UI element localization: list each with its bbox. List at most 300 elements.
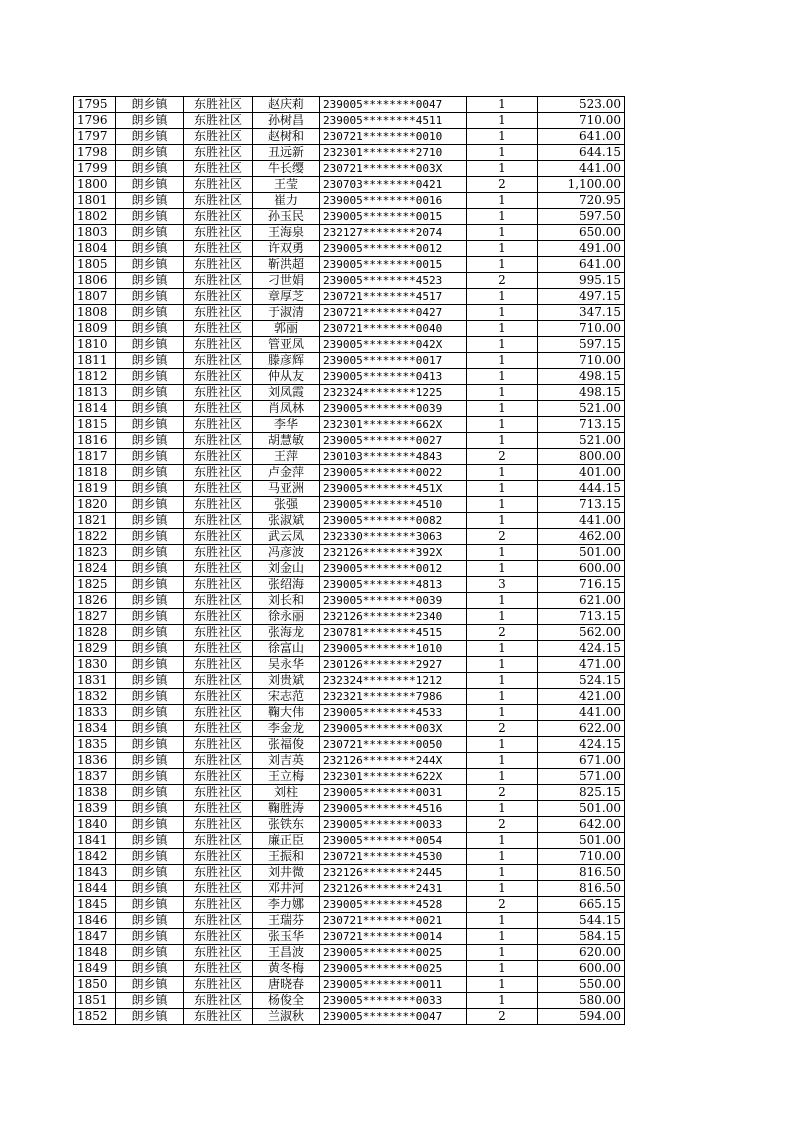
table-row xyxy=(74,849,625,865)
table-row xyxy=(74,881,625,897)
table-row xyxy=(74,593,625,609)
town-cell: 朗乡镇 xyxy=(116,593,184,609)
name-cell: 王昌波 xyxy=(253,945,320,961)
table-row xyxy=(74,785,625,801)
community-cell: 东胜社区 xyxy=(184,977,253,993)
town-cell: 朗乡镇 xyxy=(116,337,184,353)
town-cell: 朗乡镇 xyxy=(116,225,184,241)
community-cell: 东胜社区 xyxy=(184,481,253,497)
table-row xyxy=(74,129,625,145)
id-number-cell: 230781********4515 xyxy=(320,625,467,641)
row-number: 1795 xyxy=(74,97,116,113)
row-number: 1827 xyxy=(74,609,116,625)
name-cell: 王萍 xyxy=(253,449,320,465)
community-cell: 东胜社区 xyxy=(184,337,253,353)
name-cell: 武云凤 xyxy=(253,529,320,545)
id-number-cell: 239005********0022 xyxy=(320,465,467,481)
household-count-cell: 1 xyxy=(467,465,538,481)
town-cell: 朗乡镇 xyxy=(116,737,184,753)
town-cell: 朗乡镇 xyxy=(116,721,184,737)
name-cell: 杨俊全 xyxy=(253,993,320,1009)
table-row xyxy=(74,801,625,817)
row-number: 1801 xyxy=(74,193,116,209)
id-number-cell: 232126********2340 xyxy=(320,609,467,625)
amount-cell: 710.00 xyxy=(538,353,625,369)
household-count-cell: 1 xyxy=(467,257,538,273)
household-count-cell: 1 xyxy=(467,497,538,513)
town-cell: 朗乡镇 xyxy=(116,1009,184,1025)
amount-cell: 471.00 xyxy=(538,657,625,673)
town-cell: 朗乡镇 xyxy=(116,385,184,401)
household-count-cell: 2 xyxy=(467,785,538,801)
amount-cell: 550.00 xyxy=(538,977,625,993)
town-cell: 朗乡镇 xyxy=(116,161,184,177)
row-number: 1826 xyxy=(74,593,116,609)
amount-cell: 800.00 xyxy=(538,449,625,465)
amount-cell: 524.15 xyxy=(538,673,625,689)
amount-cell: 523.00 xyxy=(538,97,625,113)
table-row xyxy=(74,833,625,849)
row-number: 1823 xyxy=(74,545,116,561)
household-count-cell: 1 xyxy=(467,657,538,673)
community-cell: 东胜社区 xyxy=(184,593,253,609)
name-cell: 刁世娟 xyxy=(253,273,320,289)
id-number-cell: 239005********0012 xyxy=(320,561,467,577)
name-cell: 牛长缨 xyxy=(253,161,320,177)
table-row xyxy=(74,913,625,929)
amount-cell: 816.50 xyxy=(538,865,625,881)
community-cell: 东胜社区 xyxy=(184,401,253,417)
community-cell: 东胜社区 xyxy=(184,161,253,177)
community-cell: 东胜社区 xyxy=(184,753,253,769)
amount-cell: 401.00 xyxy=(538,465,625,481)
id-number-cell: 239005********4813 xyxy=(320,577,467,593)
household-count-cell: 1 xyxy=(467,961,538,977)
name-cell: 胡慧敏 xyxy=(253,433,320,449)
id-number-cell: 239005********0033 xyxy=(320,993,467,1009)
id-number-cell: 232126********2445 xyxy=(320,865,467,881)
household-count-cell: 1 xyxy=(467,849,538,865)
amount-cell: 995.15 xyxy=(538,273,625,289)
id-number-cell: 239005********0016 xyxy=(320,193,467,209)
community-cell: 东胜社区 xyxy=(184,305,253,321)
community-cell: 东胜社区 xyxy=(184,177,253,193)
name-cell: 滕彦辉 xyxy=(253,353,320,369)
household-count-cell: 1 xyxy=(467,913,538,929)
name-cell: 王立梅 xyxy=(253,769,320,785)
community-cell: 东胜社区 xyxy=(184,625,253,641)
table-row xyxy=(74,945,625,961)
id-number-cell: 232301********2710 xyxy=(320,145,467,161)
amount-cell: 710.00 xyxy=(538,113,625,129)
name-cell: 于淑清 xyxy=(253,305,320,321)
town-cell: 朗乡镇 xyxy=(116,817,184,833)
id-number-cell: 232324********1225 xyxy=(320,385,467,401)
id-number-cell: 239005********0015 xyxy=(320,209,467,225)
household-count-cell: 1 xyxy=(467,513,538,529)
table-row xyxy=(74,545,625,561)
household-count-cell: 1 xyxy=(467,737,538,753)
row-number: 1812 xyxy=(74,369,116,385)
id-number-cell: 239005********0015 xyxy=(320,257,467,273)
row-number: 1814 xyxy=(74,401,116,417)
household-count-cell: 2 xyxy=(467,449,538,465)
row-number: 1819 xyxy=(74,481,116,497)
household-count-cell: 1 xyxy=(467,865,538,881)
amount-cell: 544.15 xyxy=(538,913,625,929)
name-cell: 张铁东 xyxy=(253,817,320,833)
amount-cell: 521.00 xyxy=(538,401,625,417)
row-number: 1851 xyxy=(74,993,116,1009)
table-row xyxy=(74,257,625,273)
community-cell: 东胜社区 xyxy=(184,289,253,305)
table-row xyxy=(74,145,625,161)
table-row xyxy=(74,401,625,417)
community-cell: 东胜社区 xyxy=(184,641,253,657)
row-number: 1838 xyxy=(74,785,116,801)
community-cell: 东胜社区 xyxy=(184,241,253,257)
town-cell: 朗乡镇 xyxy=(116,433,184,449)
amount-cell: 713.15 xyxy=(538,417,625,433)
town-cell: 朗乡镇 xyxy=(116,849,184,865)
amount-cell: 720.95 xyxy=(538,193,625,209)
town-cell: 朗乡镇 xyxy=(116,673,184,689)
id-number-cell: 239005********0047 xyxy=(320,97,467,113)
household-count-cell: 1 xyxy=(467,609,538,625)
name-cell: 刘井微 xyxy=(253,865,320,881)
table-row xyxy=(74,561,625,577)
row-number: 1809 xyxy=(74,321,116,337)
table-row xyxy=(74,497,625,513)
table-row xyxy=(74,289,625,305)
amount-cell: 441.00 xyxy=(538,161,625,177)
town-cell: 朗乡镇 xyxy=(116,273,184,289)
community-cell: 东胜社区 xyxy=(184,705,253,721)
town-cell: 朗乡镇 xyxy=(116,305,184,321)
name-cell: 肖凤林 xyxy=(253,401,320,417)
row-number: 1824 xyxy=(74,561,116,577)
row-number: 1837 xyxy=(74,769,116,785)
table-row xyxy=(74,721,625,737)
table-row xyxy=(74,465,625,481)
household-count-cell: 2 xyxy=(467,529,538,545)
id-number-cell: 230103********4843 xyxy=(320,449,467,465)
row-number: 1834 xyxy=(74,721,116,737)
id-number-cell: 239005********4516 xyxy=(320,801,467,817)
row-number: 1831 xyxy=(74,673,116,689)
town-cell: 朗乡镇 xyxy=(116,289,184,305)
name-cell: 章厚芝 xyxy=(253,289,320,305)
table-row xyxy=(74,433,625,449)
row-number: 1816 xyxy=(74,433,116,449)
community-cell: 东胜社区 xyxy=(184,865,253,881)
name-cell: 徐富山 xyxy=(253,641,320,657)
household-count-cell: 2 xyxy=(467,1009,538,1025)
id-number-cell: 230721********0010 xyxy=(320,129,467,145)
id-number-cell: 232126********244X xyxy=(320,753,467,769)
amount-cell: 441.00 xyxy=(538,705,625,721)
id-number-cell: 239005********0025 xyxy=(320,961,467,977)
amount-cell: 825.15 xyxy=(538,785,625,801)
row-number: 1800 xyxy=(74,177,116,193)
town-cell: 朗乡镇 xyxy=(116,897,184,913)
community-cell: 东胜社区 xyxy=(184,737,253,753)
community-cell: 东胜社区 xyxy=(184,465,253,481)
row-number: 1842 xyxy=(74,849,116,865)
id-number-cell: 239005********042X xyxy=(320,337,467,353)
town-cell: 朗乡镇 xyxy=(116,625,184,641)
amount-cell: 501.00 xyxy=(538,545,625,561)
town-cell: 朗乡镇 xyxy=(116,881,184,897)
id-number-cell: 230721********0014 xyxy=(320,929,467,945)
id-number-cell: 232126********2431 xyxy=(320,881,467,897)
community-cell: 东胜社区 xyxy=(184,721,253,737)
id-number-cell: 232301********662X xyxy=(320,417,467,433)
amount-cell: 641.00 xyxy=(538,129,625,145)
name-cell: 管亚凤 xyxy=(253,337,320,353)
name-cell: 吴永华 xyxy=(253,657,320,673)
household-count-cell: 1 xyxy=(467,225,538,241)
community-cell: 东胜社区 xyxy=(184,257,253,273)
household-count-cell: 1 xyxy=(467,401,538,417)
amount-cell: 498.15 xyxy=(538,369,625,385)
table-row xyxy=(74,273,625,289)
town-cell: 朗乡镇 xyxy=(116,689,184,705)
name-cell: 兰淑秋 xyxy=(253,1009,320,1025)
community-cell: 东胜社区 xyxy=(184,913,253,929)
table-row xyxy=(74,417,625,433)
household-count-cell: 1 xyxy=(467,801,538,817)
amount-cell: 421.00 xyxy=(538,689,625,705)
town-cell: 朗乡镇 xyxy=(116,401,184,417)
row-number: 1813 xyxy=(74,385,116,401)
amount-cell: 584.15 xyxy=(538,929,625,945)
town-cell: 朗乡镇 xyxy=(116,833,184,849)
amount-cell: 562.00 xyxy=(538,625,625,641)
name-cell: 唐晓春 xyxy=(253,977,320,993)
name-cell: 赵庆莉 xyxy=(253,97,320,113)
id-number-cell: 239005********4528 xyxy=(320,897,467,913)
name-cell: 马亚洲 xyxy=(253,481,320,497)
table-row xyxy=(74,865,625,881)
name-cell: 刘长和 xyxy=(253,593,320,609)
id-number-cell: 239005********4510 xyxy=(320,497,467,513)
community-cell: 东胜社区 xyxy=(184,945,253,961)
amount-cell: 424.15 xyxy=(538,641,625,657)
community-cell: 东胜社区 xyxy=(184,145,253,161)
town-cell: 朗乡镇 xyxy=(116,241,184,257)
community-cell: 东胜社区 xyxy=(184,193,253,209)
row-number: 1835 xyxy=(74,737,116,753)
table-body xyxy=(74,97,625,1025)
amount-cell: 622.00 xyxy=(538,721,625,737)
community-cell: 东胜社区 xyxy=(184,417,253,433)
town-cell: 朗乡镇 xyxy=(116,369,184,385)
id-number-cell: 239005********0413 xyxy=(320,369,467,385)
community-cell: 东胜社区 xyxy=(184,369,253,385)
name-cell: 鞠胜涛 xyxy=(253,801,320,817)
row-number: 1815 xyxy=(74,417,116,433)
name-cell: 徐永丽 xyxy=(253,609,320,625)
town-cell: 朗乡镇 xyxy=(116,321,184,337)
row-number: 1840 xyxy=(74,817,116,833)
id-number-cell: 239005********0027 xyxy=(320,433,467,449)
town-cell: 朗乡镇 xyxy=(116,481,184,497)
community-cell: 东胜社区 xyxy=(184,849,253,865)
table-row xyxy=(74,385,625,401)
amount-cell: 713.15 xyxy=(538,609,625,625)
name-cell: 张淑斌 xyxy=(253,513,320,529)
row-number: 1811 xyxy=(74,353,116,369)
row-number: 1843 xyxy=(74,865,116,881)
town-cell: 朗乡镇 xyxy=(116,353,184,369)
town-cell: 朗乡镇 xyxy=(116,657,184,673)
name-cell: 王莹 xyxy=(253,177,320,193)
household-count-cell: 1 xyxy=(467,145,538,161)
amount-cell: 650.00 xyxy=(538,225,625,241)
table-row xyxy=(74,977,625,993)
town-cell: 朗乡镇 xyxy=(116,641,184,657)
amount-cell: 671.00 xyxy=(538,753,625,769)
amount-cell: 716.15 xyxy=(538,577,625,593)
row-number: 1833 xyxy=(74,705,116,721)
household-count-cell: 2 xyxy=(467,817,538,833)
community-cell: 东胜社区 xyxy=(184,353,253,369)
household-count-cell: 2 xyxy=(467,897,538,913)
household-count-cell: 2 xyxy=(467,721,538,737)
id-number-cell: 239005********0082 xyxy=(320,513,467,529)
name-cell: 邓井河 xyxy=(253,881,320,897)
table-row xyxy=(74,577,625,593)
table-row xyxy=(74,737,625,753)
community-cell: 东胜社区 xyxy=(184,1009,253,1025)
community-cell: 东胜社区 xyxy=(184,881,253,897)
town-cell: 朗乡镇 xyxy=(116,705,184,721)
household-count-cell: 1 xyxy=(467,353,538,369)
row-number: 1849 xyxy=(74,961,116,977)
table-row xyxy=(74,993,625,1009)
name-cell: 刘贵斌 xyxy=(253,673,320,689)
name-cell: 孙树昌 xyxy=(253,113,320,129)
id-number-cell: 232330********3063 xyxy=(320,529,467,545)
community-cell: 东胜社区 xyxy=(184,113,253,129)
row-number: 1841 xyxy=(74,833,116,849)
amount-cell: 501.00 xyxy=(538,801,625,817)
household-count-cell: 1 xyxy=(467,977,538,993)
community-cell: 东胜社区 xyxy=(184,433,253,449)
id-number-cell: 230721********0427 xyxy=(320,305,467,321)
name-cell: 宋志范 xyxy=(253,689,320,705)
town-cell: 朗乡镇 xyxy=(116,929,184,945)
name-cell: 张海龙 xyxy=(253,625,320,641)
table-row xyxy=(74,657,625,673)
town-cell: 朗乡镇 xyxy=(116,945,184,961)
name-cell: 李力娜 xyxy=(253,897,320,913)
community-cell: 东胜社区 xyxy=(184,785,253,801)
table-row xyxy=(74,193,625,209)
amount-cell: 441.00 xyxy=(538,513,625,529)
row-number: 1848 xyxy=(74,945,116,961)
household-count-cell: 1 xyxy=(467,881,538,897)
table-row xyxy=(74,817,625,833)
community-cell: 东胜社区 xyxy=(184,609,253,625)
row-number: 1806 xyxy=(74,273,116,289)
id-number-cell: 230721********0040 xyxy=(320,321,467,337)
name-cell: 张强 xyxy=(253,497,320,513)
community-cell: 东胜社区 xyxy=(184,817,253,833)
household-count-cell: 1 xyxy=(467,993,538,1009)
name-cell: 仲从友 xyxy=(253,369,320,385)
community-cell: 东胜社区 xyxy=(184,385,253,401)
id-number-cell: 239005********0025 xyxy=(320,945,467,961)
table-row xyxy=(74,97,625,113)
household-count-cell: 2 xyxy=(467,273,538,289)
id-number-cell: 230721********4530 xyxy=(320,849,467,865)
town-cell: 朗乡镇 xyxy=(116,785,184,801)
amount-cell: 594.00 xyxy=(538,1009,625,1025)
community-cell: 东胜社区 xyxy=(184,961,253,977)
id-number-cell: 239005********0047 xyxy=(320,1009,467,1025)
town-cell: 朗乡镇 xyxy=(116,513,184,529)
amount-cell: 710.00 xyxy=(538,849,625,865)
town-cell: 朗乡镇 xyxy=(116,465,184,481)
household-count-cell: 1 xyxy=(467,673,538,689)
row-number: 1798 xyxy=(74,145,116,161)
household-count-cell: 1 xyxy=(467,593,538,609)
community-cell: 东胜社区 xyxy=(184,833,253,849)
table-row xyxy=(74,481,625,497)
row-number: 1830 xyxy=(74,657,116,673)
table-row xyxy=(74,113,625,129)
name-cell: 鞠大伟 xyxy=(253,705,320,721)
amount-cell: 600.00 xyxy=(538,561,625,577)
id-number-cell: 230721********0050 xyxy=(320,737,467,753)
name-cell: 张福俊 xyxy=(253,737,320,753)
id-number-cell: 230126********2927 xyxy=(320,657,467,673)
row-number: 1802 xyxy=(74,209,116,225)
data-table xyxy=(73,96,625,1025)
community-cell: 东胜社区 xyxy=(184,673,253,689)
household-count-cell: 1 xyxy=(467,97,538,113)
table-row xyxy=(74,225,625,241)
table-row xyxy=(74,689,625,705)
community-cell: 东胜社区 xyxy=(184,209,253,225)
row-number: 1847 xyxy=(74,929,116,945)
household-count-cell: 1 xyxy=(467,705,538,721)
amount-cell: 713.15 xyxy=(538,497,625,513)
id-number-cell: 232126********392X xyxy=(320,545,467,561)
table-row xyxy=(74,529,625,545)
community-cell: 东胜社区 xyxy=(184,897,253,913)
amount-cell: 424.15 xyxy=(538,737,625,753)
town-cell: 朗乡镇 xyxy=(116,609,184,625)
id-number-cell: 232324********1212 xyxy=(320,673,467,689)
row-number: 1797 xyxy=(74,129,116,145)
household-count-cell: 1 xyxy=(467,945,538,961)
table-row xyxy=(74,929,625,945)
community-cell: 东胜社区 xyxy=(184,97,253,113)
table-row xyxy=(74,177,625,193)
household-count-cell: 1 xyxy=(467,769,538,785)
amount-cell: 521.00 xyxy=(538,433,625,449)
town-cell: 朗乡镇 xyxy=(116,753,184,769)
id-number-cell: 239005********0011 xyxy=(320,977,467,993)
household-count-cell: 1 xyxy=(467,433,538,449)
name-cell: 王振和 xyxy=(253,849,320,865)
table-row xyxy=(74,513,625,529)
name-cell: 黄冬梅 xyxy=(253,961,320,977)
row-number: 1821 xyxy=(74,513,116,529)
